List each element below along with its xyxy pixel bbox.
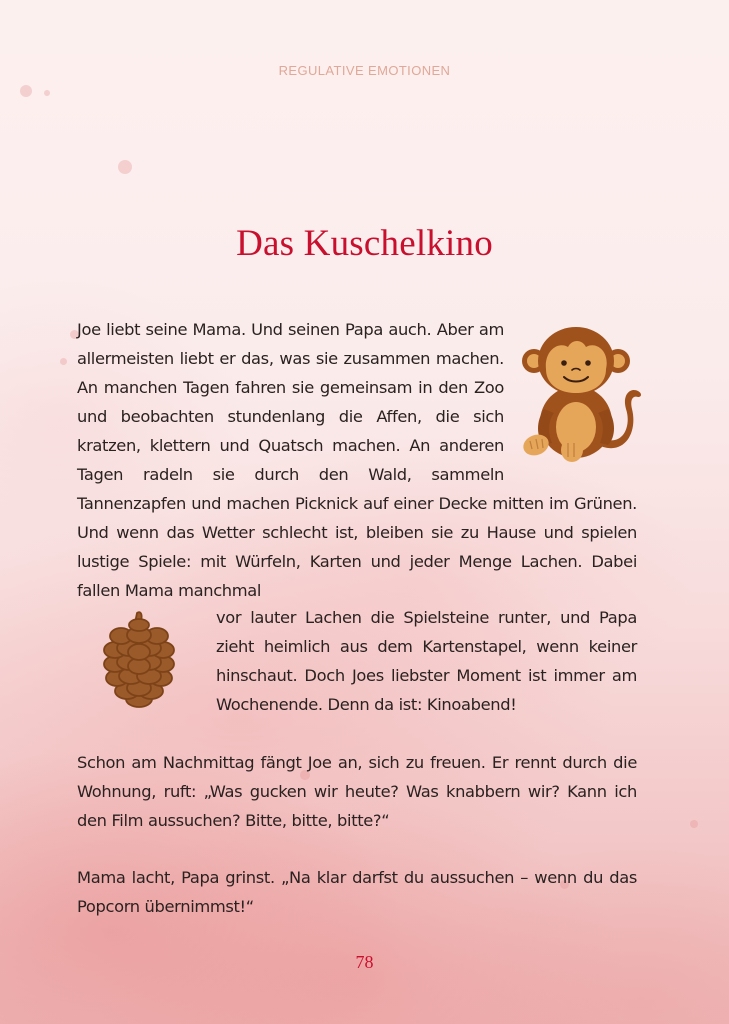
story-block-2	[77, 603, 637, 719]
page-number: 78	[355, 952, 374, 972]
pinecone-illustration	[77, 603, 216, 718]
story-title: Das Kuschelkino	[236, 223, 493, 264]
story-paragraph-3: Mama lacht, Papa grinst. „Na klar darfst du aussuchen – wenn du das Popcorn übernimmst!“	[77, 868, 637, 916]
story-paragraph-1: Joe liebt seine Mama. Und seinen Papa auch. Aber am allermeisten liebt er das, was sie zusammen machen. An manchen Tagen fahren sie gemeinsam in den Zoo und beobachten stundenlang die Affen, die sich kratzen, klettern und Quatsch machen. An anderen Tagen radeln sie durch den Wald, sammeln Tannenzapfen und machen Picknick auf einer Decke mitten im Grünen. Und wenn das Wetter schlecht ist, bleiben sie zu Hause und spielen lustige Spiele: mit Würfeln, Karten und jeder Menge Lachen. Dabei fallen Mama manchmal	[77, 320, 637, 600]
chapter-kicker: REGULATIVE EMOTIONEN	[278, 63, 451, 78]
monkey-illustration	[514, 317, 649, 485]
watercolor-spot	[690, 820, 698, 828]
watercolor-spot	[20, 85, 32, 97]
pinecone-icon	[77, 603, 216, 708]
watercolor-spot	[44, 90, 50, 96]
story-paragraph-2: Schon am Nachmittag fängt Joe an, sich zu freuen. Er rennt durch die Wohnung, ruft: „Was gucken wir heute? Was knabbern wir? Kann ich den Film aussuchen? Bitte, bitte, bitte?“	[77, 753, 637, 830]
watercolor-spot	[118, 160, 132, 174]
watercolor-spot	[60, 358, 67, 365]
monkey-icon	[514, 317, 649, 467]
story-block-1	[77, 315, 637, 605]
story-paragraph-1-continued: vor lauter Lachen die Spielsteine runter, und Papa zieht heimlich aus dem Kartenstapel, wenn keiner hinschaut. Doch Joes liebster Moment ist immer am Wochenende. Denn da ist: Kinoabend!	[216, 608, 637, 714]
